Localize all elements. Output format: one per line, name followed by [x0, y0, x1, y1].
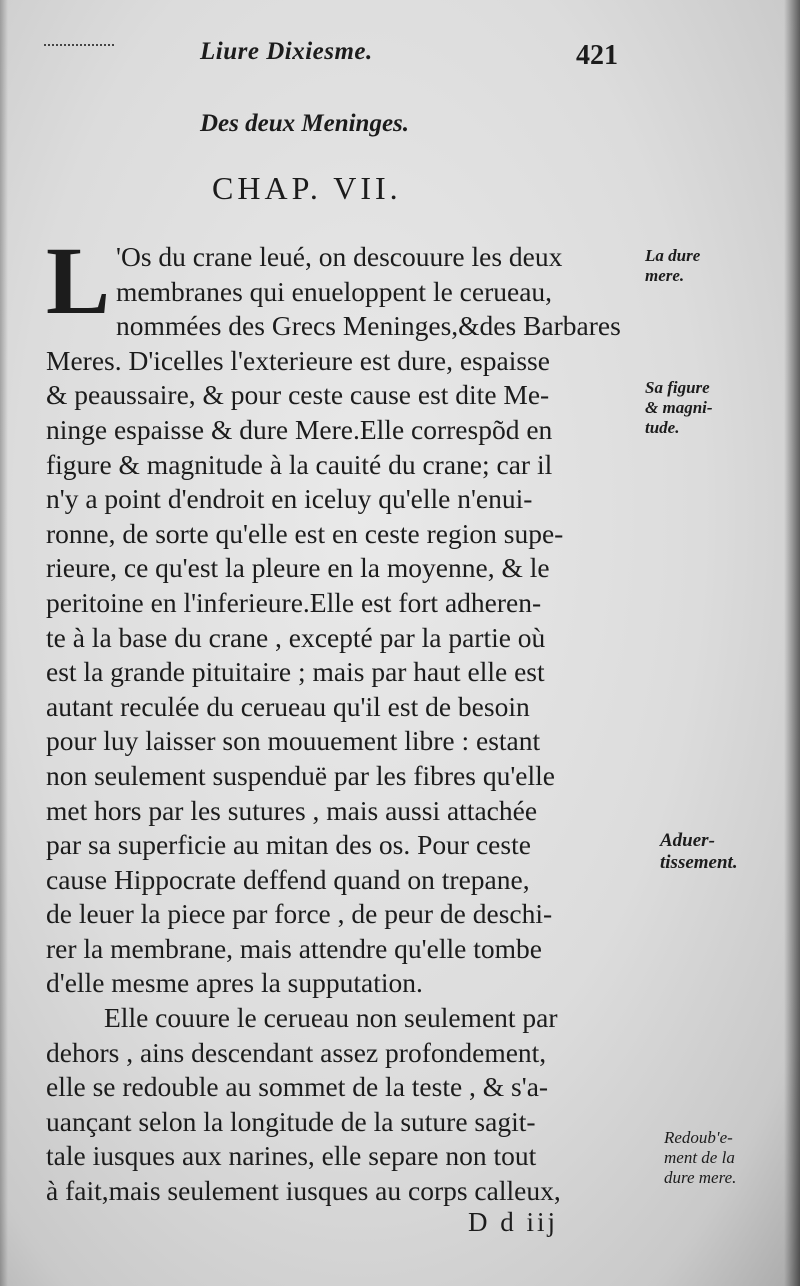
text-line: nommées des Grecs Meninges,&des Barbares — [116, 310, 621, 342]
text-line: d'elle mesme apres la supputation. — [46, 967, 423, 999]
margin-note-dure-mere — [645, 246, 700, 286]
text-line: est la grande pituitaire ; mais par haut elle est — [46, 656, 545, 688]
text-line: & peaussaire, & pour ceste cause est dite Me- — [46, 379, 550, 411]
text-line: figure & magnitude à la cauité du crane; car il — [46, 448, 553, 480]
page-gutter-shadow — [0, 0, 8, 1286]
margin-note-line: Redoub'e- — [664, 1128, 733, 1147]
text-line: ronne, de sorte qu'elle est en ceste region supe- — [46, 517, 564, 549]
text-line: autant reculée du cerueau qu'il est de besoin — [46, 690, 530, 722]
chapter-heading: CHAP. VII. — [212, 170, 402, 206]
text-line: ninge espaisse & dure Mere.Elle correspõd en — [46, 413, 553, 445]
text-line: n'y a point d'endroit en iceluy qu'elle n'enui- — [46, 483, 533, 515]
text-line: à fait,mais seulement iusques au corps calleux, — [46, 1175, 561, 1207]
text-line: pour luy laisser son mouuement libre : estant — [46, 725, 541, 757]
signature-mark: D d iij — [468, 1207, 559, 1237]
margin-note-line: tude. — [645, 418, 680, 437]
margin-note-line: dure mere. — [664, 1168, 737, 1187]
page-number: 421 — [576, 40, 618, 71]
text-line: peritoine en l'inferieure.Elle est fort adheren- — [46, 586, 542, 618]
section-title: Des deux Meninges. — [200, 110, 410, 137]
margin-note-line: La dure — [645, 246, 701, 265]
text-line: met hors par les sutures , mais aussi attachée — [46, 794, 538, 826]
text-line: de leuer la piece par force , de peur de deschi- — [46, 898, 553, 930]
header-ornament — [44, 44, 114, 52]
body-text — [46, 227, 646, 1209]
margin-note-figure — [645, 378, 713, 438]
text-line: elle se redouble au sommet de la teste , & s'a- — [46, 1071, 549, 1103]
text-line: membranes qui enueloppent le cerueau, — [116, 275, 553, 307]
text-line: rer la membrane, mais attendre qu'elle tombe — [46, 932, 542, 964]
paragraph-2 — [46, 1001, 646, 1209]
margin-note-aduertissement — [660, 830, 738, 874]
text-line: rieure, ce qu'est la pleure en la moyenne, & le — [46, 552, 550, 584]
text-line: dehors , ains descendant assez profondement, — [46, 1036, 547, 1068]
margin-note-line: mere. — [645, 266, 685, 285]
text-line: 'Os du crane leué, on descouure les deux — [116, 241, 563, 272]
text-line: cause Hippocrate deffend quand on trepane, — [46, 863, 530, 895]
text-line: par sa superficie au mitan des os. Pour ceste — [46, 829, 531, 861]
text-line: tale iusques aux narines, elle separe non tout — [46, 1140, 537, 1172]
margin-note-line: tissement. — [660, 852, 738, 873]
margin-note-redoublement — [664, 1128, 736, 1188]
margin-note-line: ment de la — [664, 1148, 735, 1167]
drop-capital: L — [46, 227, 111, 334]
paragraph-1 — [46, 227, 646, 1001]
margin-note-line: Aduer- — [660, 830, 715, 851]
text-line: te à la base du crane , excepté par la partie où — [46, 621, 546, 653]
margin-note-line: & magni- — [645, 398, 713, 417]
text-line: uançant selon la longitude de la suture sagit- — [46, 1105, 536, 1137]
text-line: Elle couure le cerueau non seulement par — [104, 1002, 558, 1034]
page-edge-shadow — [784, 0, 800, 1286]
running-title: Liure Dixiesme. — [200, 38, 373, 65]
text-line: Meres. D'icelles l'exterieure est dure, espaisse — [46, 344, 550, 376]
margin-note-line: Sa figure — [645, 378, 710, 397]
text-line: non seulement suspenduë par les fibres qu'elle — [46, 759, 555, 791]
